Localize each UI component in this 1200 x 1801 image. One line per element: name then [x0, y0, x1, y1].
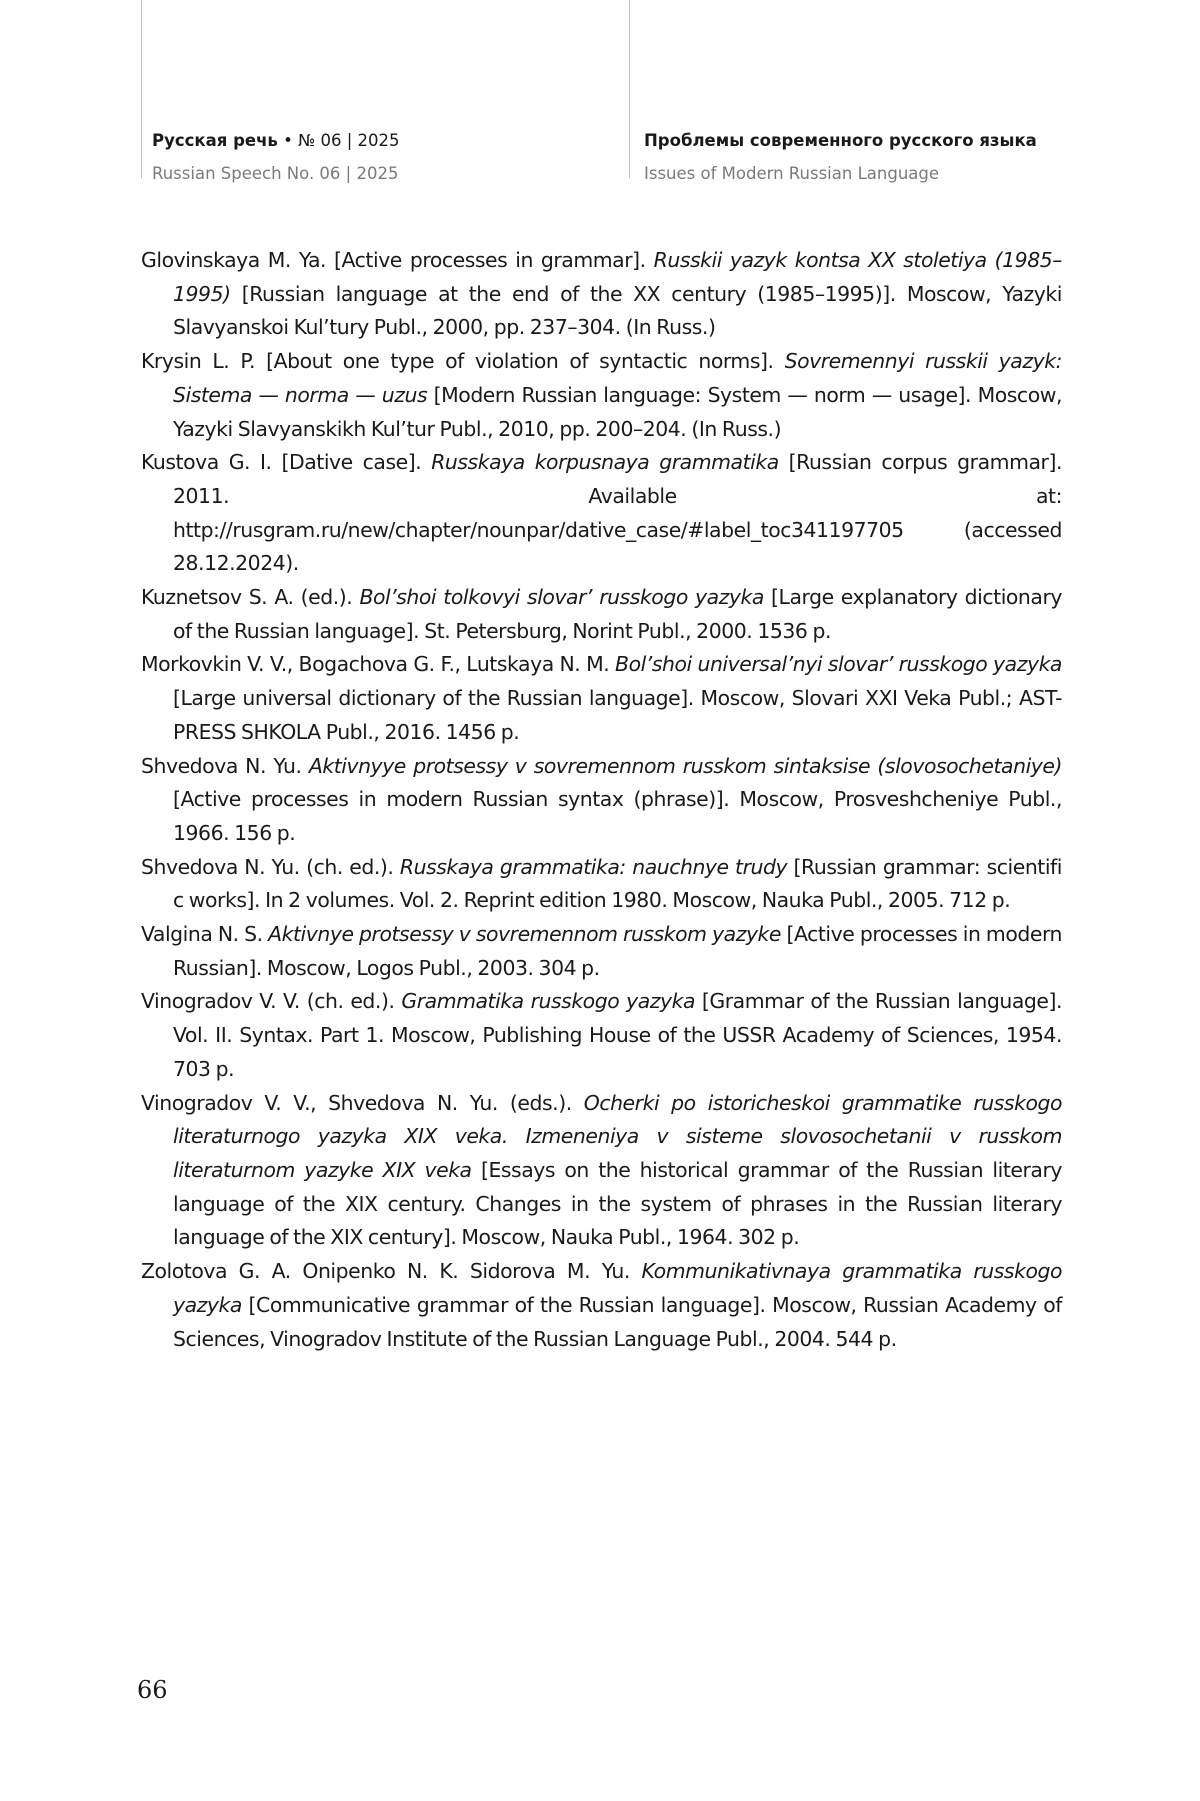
reference-authors: Shvedova N. Yu. (ch. ed.).: [141, 854, 400, 879]
reference-item: [141, 1255, 1062, 1356]
reference-item: [141, 581, 1062, 648]
reference-title: Bol’shoi universal’nyi slovar’ russkogo yazyka: [615, 652, 1062, 677]
reference-details: [Large explanatory dictionary of the Russian language]. St. Petersburg, Norint Publ., 2000. 1536 p.: [173, 585, 1063, 643]
reference-details: [Large universal dictionary of the Russian language]. Moscow, Slovari XXI Veka Publ.; AST-PRESS SHKOLA Publ., 2016. 1456 p.: [173, 686, 1062, 744]
running-header-journal: [152, 124, 400, 190]
reference-item: [141, 985, 1062, 1086]
reference-authors: Kuznetsov S. A. (ed.).: [141, 585, 360, 610]
reference-details: [Active processes in modern Russian]. Moscow, Logos Publ., 2003. 304 p.: [173, 922, 1062, 980]
reference-item: [141, 750, 1062, 851]
reference-details: [Russian language at the end of the XX century (1985–1995)]. Moscow, Yazyki Slavyanskoi Kul’tury Publ., 2000, pp. 237–304. (In Russ.): [173, 281, 1062, 340]
reference-authors: Kustova G. I. [Dative case].: [141, 450, 432, 475]
reference-details: [Communicative grammar of the Russian language]. Moscow, Russian Academy of Sciences, Vinogradov Institute of the Russian Language Publ., 2004. 544 p.: [173, 1292, 1062, 1351]
section-subtitle: Issues of Modern Russian Language: [644, 164, 940, 183]
journal-issue: № 06 | 2025: [298, 131, 400, 150]
reference-title: Aktivnye protsessy v sovremennom russkom yazyke: [268, 922, 782, 947]
header-bullet: •: [277, 131, 299, 150]
reference-item: [141, 244, 1062, 345]
reference-details: [Active processes in modern Russian syntax (phrase)]. Moscow, Prosveshcheniye Publ., 1966. 156 p.: [173, 787, 1062, 845]
reference-authors: Krysin L. P. [About one type of violation of syntactic norms].: [141, 349, 785, 374]
reference-item: [141, 1087, 1062, 1256]
reference-details: [Essays on the historical grammar of the Russian literary language of the XIX century. Changes in the system of phrases in the Russian literary language of the XIX century]. Moscow, Nauka Publ., 1964. 302 p.: [173, 1157, 1062, 1250]
reference-authors: Zolotova G. A. Onipenko N. K. Sidorova M. Yu.: [141, 1259, 642, 1284]
page-number: 66: [137, 1676, 168, 1704]
reference-details: [Modern Russian language: System — norm — usage]. Moscow, Yazyki Slavyanskikh Kul’tur Publ., 2010, pp. 200–204. (In Russ.): [173, 382, 1062, 441]
reference-item: [141, 446, 1062, 581]
journal-title-line: [152, 124, 400, 157]
reference-list: [141, 244, 1062, 1356]
reference-title: Bol’shoi tolkovyi slovar’ russkogo yazyka: [359, 585, 764, 610]
reference-title: Grammatika russkogo yazyka: [401, 989, 696, 1014]
header-divider-right: [629, 0, 630, 178]
reference-authors: Morkovkin V. V., Bogachova G. F., Lutskaya N. M.: [141, 652, 616, 677]
section-title: Проблемы современного русского языка: [644, 131, 1037, 150]
reference-title: Russkaya korpusnaya grammatika: [431, 450, 779, 475]
reference-details: [Grammar of the Russian language]. Vol. II. Syntax. Part 1. Moscow, Publishing House of the USSR Academy of Sciences, 1954. 703 p.: [173, 989, 1062, 1081]
reference-authors: Vinogradov V. V., Shvedova N. Yu. (eds.).: [141, 1090, 584, 1115]
reference-authors: Valgina N. S.: [141, 922, 269, 947]
reference-item: [141, 851, 1062, 918]
reference-item: [141, 345, 1062, 446]
reference-item: [141, 648, 1062, 749]
reference-authors: Vinogradov V. V. (ch. ed.).: [141, 989, 402, 1014]
header-divider-left: [141, 0, 142, 178]
section-title-line: [644, 124, 1037, 157]
reference-authors: Shvedova N. Yu.: [141, 753, 309, 778]
reference-details: [Russian corpus grammar]. 2011. Available at: http://rusgram.ru/new/chapter/nounpar/dative_case/#label_toc341197705 (accessed 28.12.2024).: [173, 450, 1062, 576]
journal-subtitle: Russian Speech No. 06 | 2025: [152, 164, 399, 183]
reference-title: Aktivnyye protsessy v sovremennom russkom sintaksise (slovosochetaniye): [308, 753, 1062, 778]
reference-title: Russkaya grammatika: nauchnye trudy: [399, 854, 788, 879]
reference-title: Russkii yazyk kontsa XX stoletiya (1985–1995): [173, 248, 1062, 306]
reference-title: Ocherki po istoricheskoi grammatike russkogo literaturnogo yazyka XIX veka. Izmeneniya v sisteme slovosochetanii v russkom literaturnom yazyke XIX veka: [173, 1090, 1062, 1182]
reference-details: [Russian grammar: scientifi c works]. In 2 volumes. Vol. 2. Reprint edition 1980. Moscow, Nauka Publ., 2005. 712 p.: [173, 854, 1062, 913]
reference-title: Sovremennyi russkii yazyk: Sistema — norma — uzus: [173, 349, 1062, 407]
reference-title: Kommunikativnaya grammatika russkogo yazyka: [173, 1259, 1062, 1317]
journal-name: Русская речь: [152, 131, 278, 150]
running-header-section: [644, 124, 1037, 190]
reference-authors: Glovinskaya M. Ya. [Active processes in grammar].: [141, 248, 654, 272]
reference-item: [141, 918, 1062, 985]
